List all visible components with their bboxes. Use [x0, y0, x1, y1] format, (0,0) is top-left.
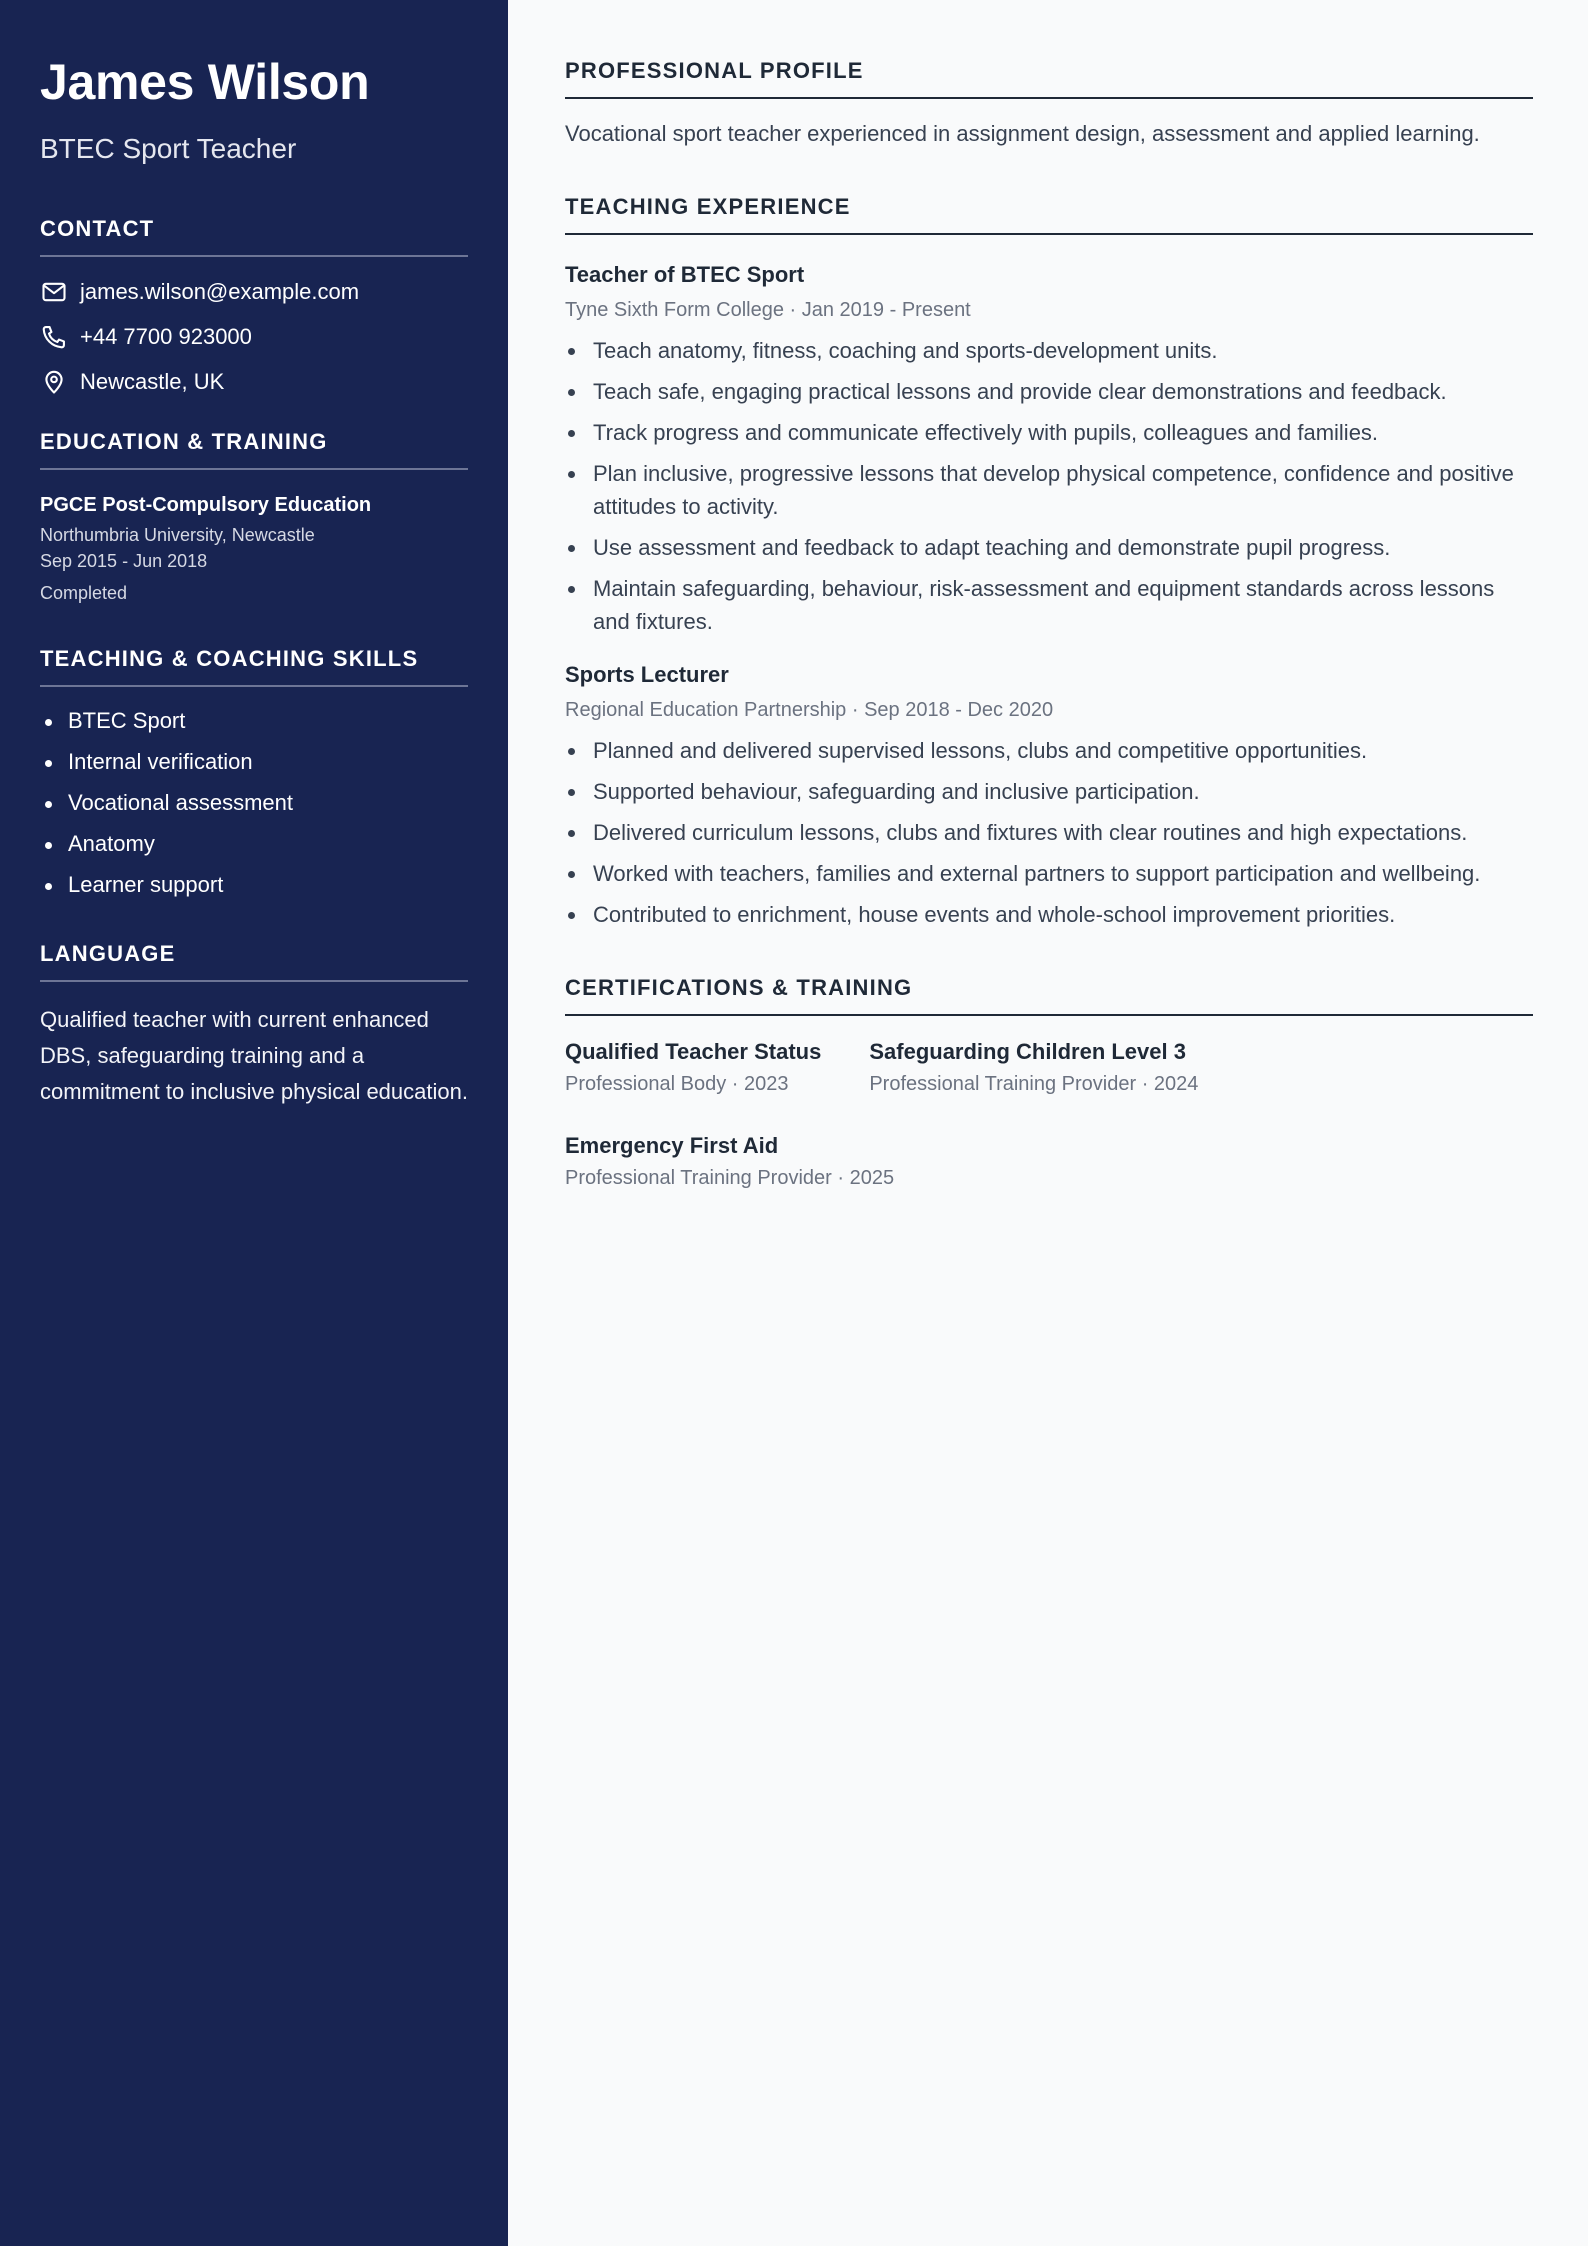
job-title: Teacher of BTEC Sport	[565, 262, 805, 287]
certification-name: Qualified Teacher Status	[565, 1039, 822, 1064]
education-section	[40, 429, 468, 606]
language-heading: LANGUAGE	[40, 941, 468, 982]
location-text: Newcastle, UK	[80, 369, 225, 394]
job-bullet: Supported behaviour, safeguarding and inclusive participation.	[565, 775, 1533, 808]
skill-item: Vocational assessment	[40, 789, 468, 817]
job-bullet: Contributed to enrichment, house events and whole-school improvement priorities.	[565, 898, 1533, 931]
profile-heading: PROFESSIONAL PROFILE	[565, 58, 1533, 99]
job-bullet: Worked with teachers, families and external partners to support participation and wellbeing.	[565, 857, 1533, 890]
certifications-grid	[565, 1038, 1533, 1226]
profile-text: Vocational sport teacher experienced in assignment design, assessment and applied learning.	[565, 121, 1480, 146]
education-item	[40, 492, 468, 606]
education-heading: EDUCATION & TRAINING	[40, 429, 468, 470]
certifications-section	[565, 975, 1533, 1226]
profile-section	[565, 58, 1533, 150]
job-bullets	[565, 334, 1533, 638]
certification-meta: Professional Training Provider · 2024	[869, 1073, 1199, 1095]
email-text: james.wilson@example.com	[80, 279, 360, 304]
certification-meta: Professional Body · 2023	[565, 1073, 789, 1095]
job-bullet: Maintain safeguarding, behaviour, risk-assessment and equipment standards across lessons and fixtures.	[565, 572, 1533, 638]
sidebar	[0, 0, 508, 2246]
skill-item: BTEC Sport	[40, 707, 468, 735]
job-bullet: Teach safe, engaging practical lessons and provide clear demonstrations and feedback.	[565, 375, 1533, 408]
certification-item	[565, 1132, 1485, 1192]
language-text: Qualified teacher with current enhanced DBS, safeguarding training and a commitment to inclusive physical education.	[40, 1007, 468, 1104]
job-bullet: Track progress and communicate effectively with pupils, colleagues and families.	[565, 416, 1533, 449]
candidate-name: James Wilson	[40, 54, 370, 110]
job-entry	[565, 661, 1533, 931]
experience-section	[565, 194, 1533, 931]
job-entry	[565, 261, 1533, 638]
education-institution: Northumbria University, Newcastle	[40, 525, 315, 545]
main-content	[565, 58, 1533, 1226]
job-bullet: Teach anatomy, fitness, coaching and sports-development units.	[565, 334, 1533, 367]
phone-text: +44 7700 923000	[80, 324, 252, 349]
certifications-heading: CERTIFICATIONS & TRAINING	[565, 975, 1533, 1016]
language-section	[40, 941, 468, 1110]
education-status: Completed	[40, 583, 128, 603]
location-pin-icon	[40, 368, 68, 396]
contact-heading: CONTACT	[40, 216, 468, 257]
job-meta: Tyne Sixth Form College · Jan 2019 - Present	[565, 299, 971, 321]
contact-phone[interactable]	[40, 324, 468, 350]
skill-item: Learner support	[40, 871, 468, 899]
contact-location	[40, 369, 468, 395]
certification-item	[565, 1038, 821, 1098]
candidate-title: BTEC Sport Teacher	[40, 133, 297, 164]
contact-section	[40, 216, 468, 395]
certification-meta: Professional Training Provider · 2025	[565, 1167, 895, 1189]
skills-list	[40, 707, 468, 899]
certification-name: Emergency First Aid	[565, 1133, 779, 1158]
job-bullets	[565, 734, 1533, 931]
skills-heading: TEACHING & COACHING SKILLS	[40, 646, 468, 687]
education-dates: Sep 2015 - Jun 2018	[40, 551, 208, 571]
phone-icon	[40, 323, 68, 351]
job-bullet: Use assessment and feedback to adapt teaching and demonstrate pupil progress.	[565, 531, 1533, 564]
skill-item: Anatomy	[40, 830, 468, 858]
contact-email[interactable]	[40, 279, 468, 305]
job-bullet: Delivered curriculum lessons, clubs and fixtures with clear routines and high expectations.	[565, 816, 1533, 849]
skill-item: Internal verification	[40, 748, 468, 776]
job-bullet: Planned and delivered supervised lessons, clubs and competitive opportunities.	[565, 734, 1533, 767]
certification-name: Safeguarding Children Level 3	[869, 1039, 1186, 1064]
skills-section	[40, 646, 468, 899]
job-title: Sports Lecturer	[565, 662, 729, 687]
job-bullet: Plan inclusive, progressive lessons that develop physical competence, confidence and positive attitudes to activity.	[565, 457, 1533, 523]
mail-icon	[40, 278, 68, 306]
certification-item	[869, 1038, 1198, 1098]
experience-heading: TEACHING EXPERIENCE	[565, 194, 1533, 235]
education-qualification: PGCE Post-Compulsory Education	[40, 494, 372, 516]
job-meta: Regional Education Partnership · Sep 2018 - Dec 2020	[565, 699, 1054, 721]
